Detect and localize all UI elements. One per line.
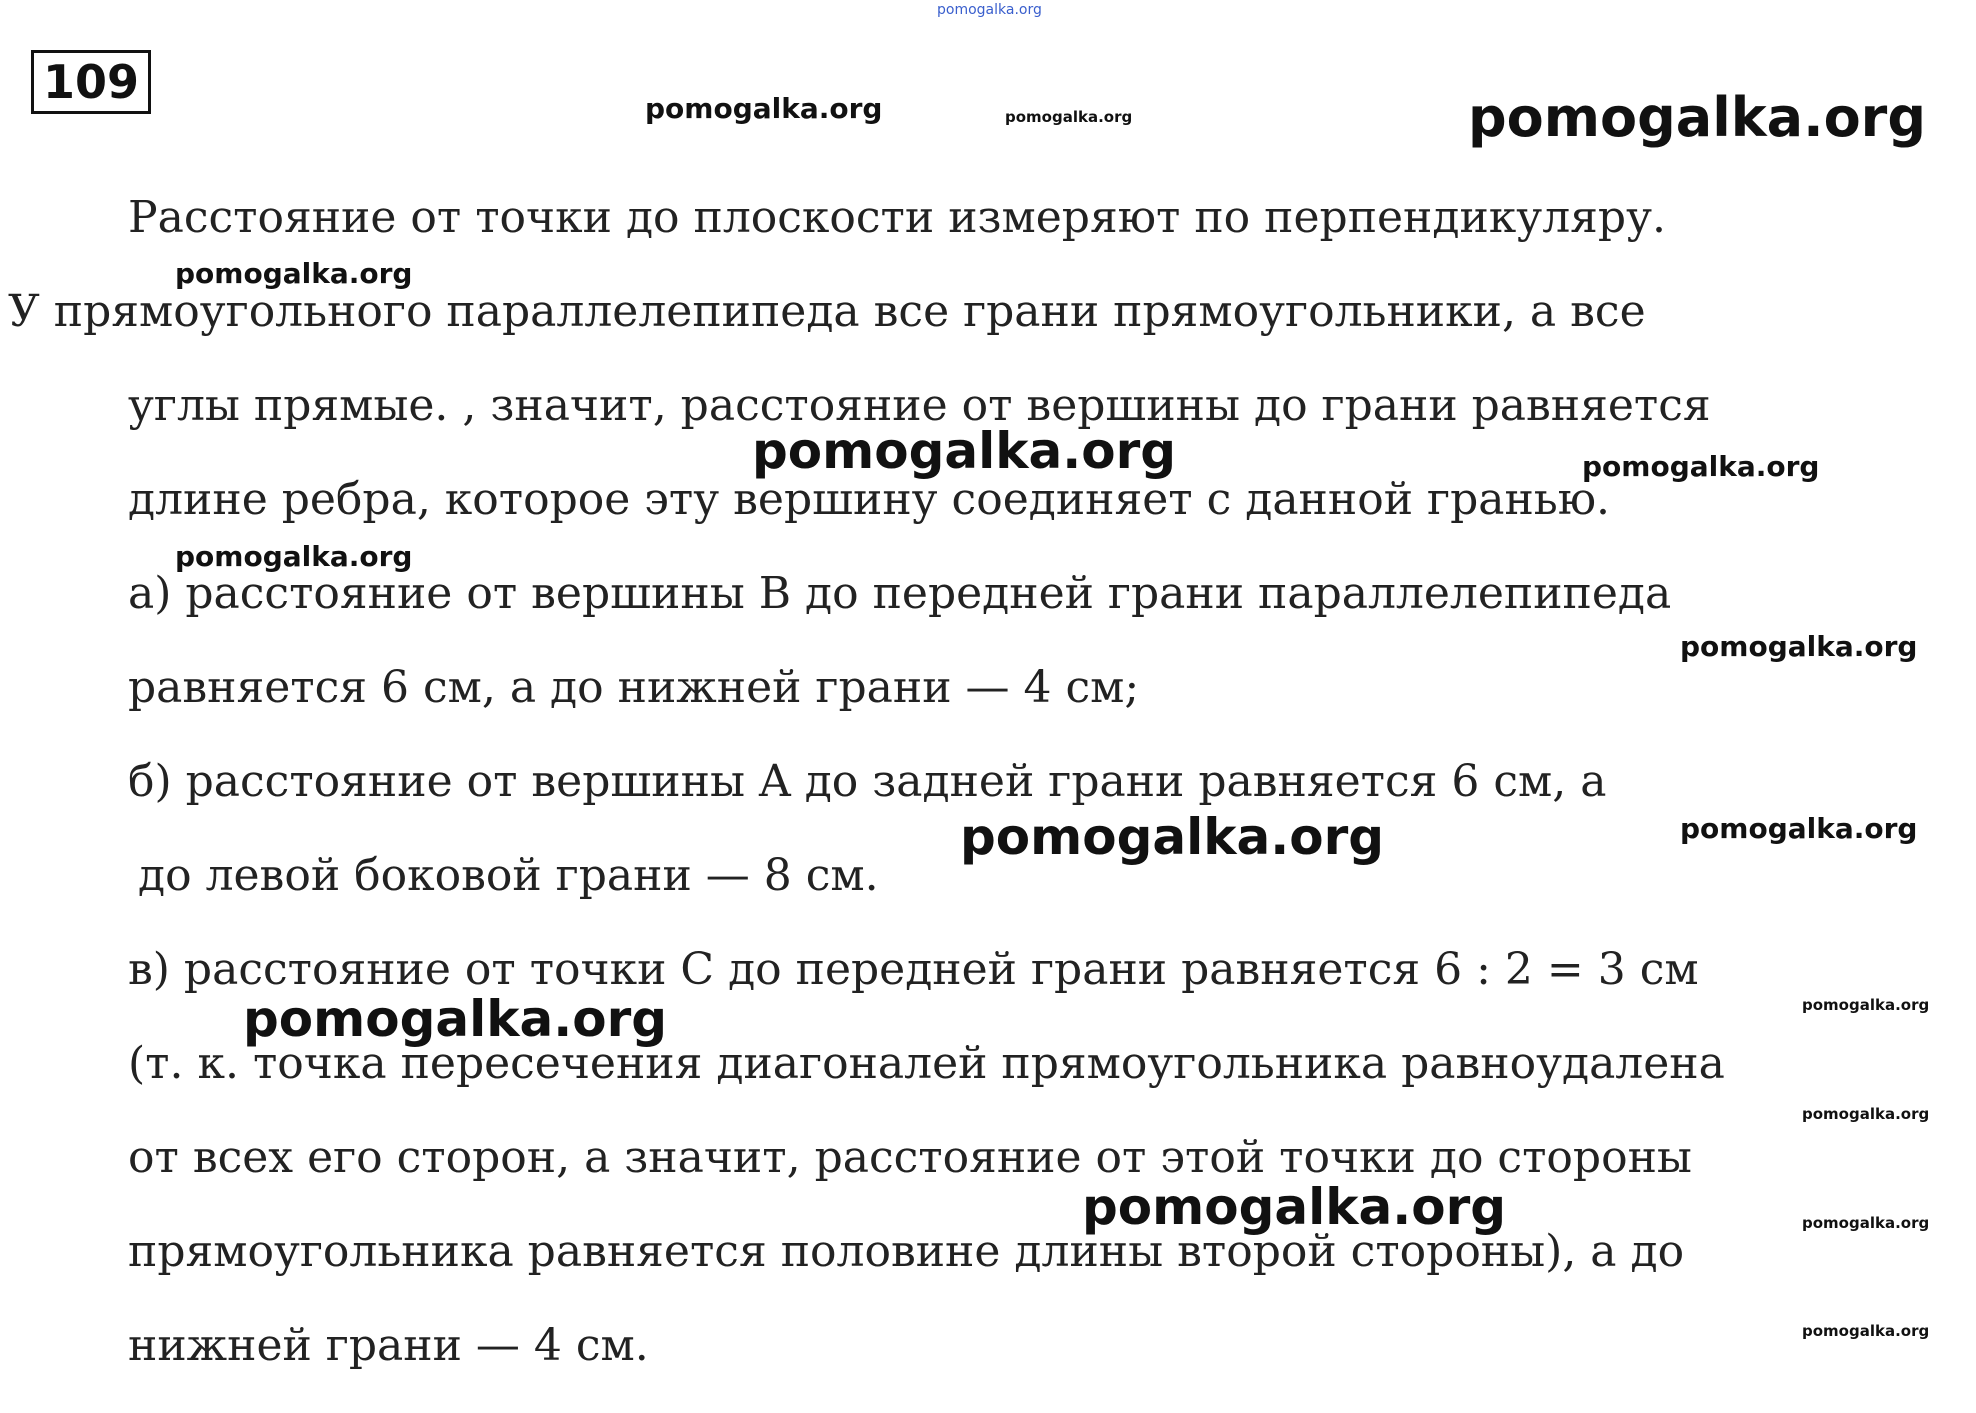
watermark: pomogalka.org: [175, 257, 413, 290]
text-line: Расстояние от точки до плоскости измеряют по перпендикуляру.: [128, 192, 1666, 243]
watermark: pomogalka.org: [752, 422, 1177, 480]
watermark: pomogalka.org: [1680, 812, 1918, 845]
watermark: pomogalka.org: [1468, 86, 1926, 149]
watermark: pomogalka.org: [243, 990, 668, 1048]
text-line: а) расстояние от вершины B до передней грани параллелепипеда: [128, 568, 1672, 619]
text-line: нижней грани — 4 см.: [128, 1320, 649, 1371]
watermark: pomogalka.org: [1082, 1178, 1507, 1236]
watermark: pomogalka.org: [960, 808, 1385, 866]
text-line: (т. к. точка пересечения диагоналей прямоугольника равноудалена: [128, 1038, 1725, 1089]
watermark: pomogalka.org: [1802, 1322, 1930, 1340]
watermark: pomogalka.org: [1802, 1105, 1930, 1123]
watermark: pomogalka.org: [175, 540, 413, 573]
watermark: pomogalka.org: [1005, 108, 1133, 126]
watermark: pomogalka.org: [1582, 450, 1820, 483]
text-line: равняется 6 см, а до нижней грани — 4 см;: [128, 662, 1140, 713]
watermark: pomogalka.org: [1680, 630, 1918, 663]
watermark: pomogalka.org: [1802, 1214, 1930, 1232]
text-line: длине ребра, которое эту вершину соединяет с данной гранью.: [128, 474, 1611, 525]
watermark: pomogalka.org: [645, 92, 883, 125]
text-line: до левой боковой грани — 8 см.: [138, 850, 879, 901]
text-line: У прямоугольного параллелепипеда все грани прямоугольники, а все: [8, 286, 1646, 337]
problem-number: 109: [31, 50, 151, 114]
watermark-top: pomogalka.org: [937, 2, 1042, 18]
text-line: от всех его сторон, а значит, расстояние от этой точки до стороны: [128, 1132, 1692, 1183]
watermark: pomogalka.org: [1802, 996, 1930, 1014]
text-line: в) расстояние от точки C до передней грани равняется 6 : 2 = 3 см: [128, 944, 1699, 995]
text-line: прямоугольника равняется половине длины второй стороны), а до: [128, 1226, 1685, 1277]
text-line: углы прямые. , значит, расстояние от вершины до грани равняется: [128, 380, 1711, 431]
text-line: б) расстояние от вершины A до задней грани равняется 6 см, а: [128, 756, 1607, 807]
